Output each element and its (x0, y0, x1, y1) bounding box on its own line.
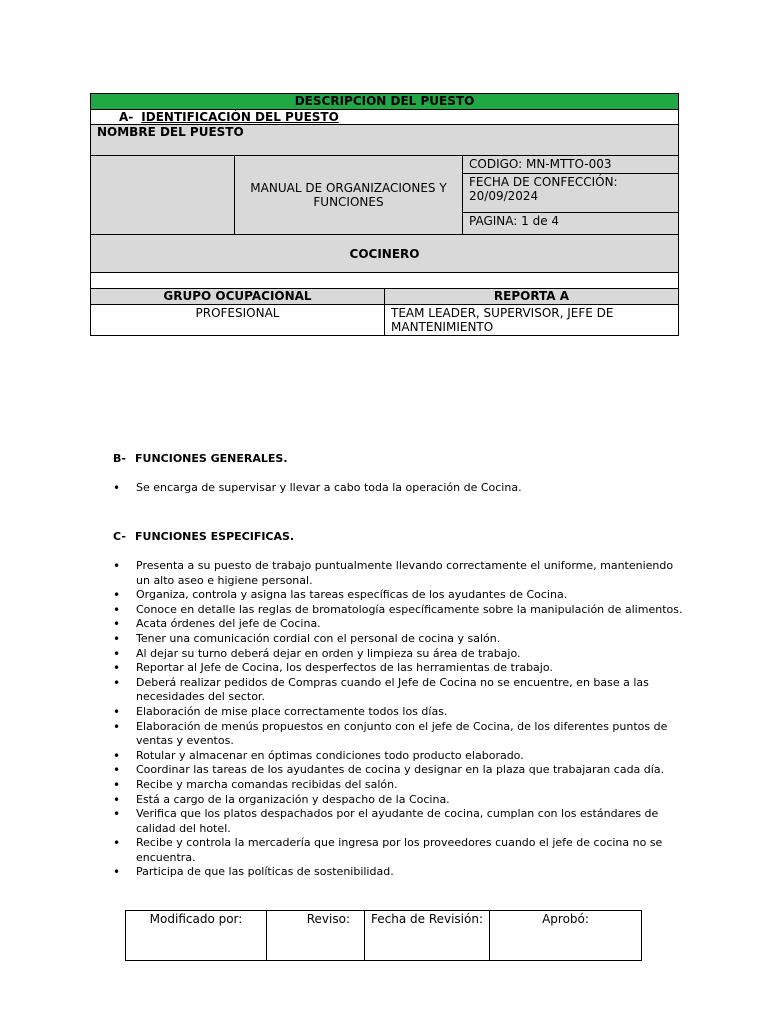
job-description-table (90, 93, 679, 336)
manual-title: MANUAL DE ORGANIZACIONES Y FUNCIONES (235, 156, 463, 235)
list-item: • Deberá realizar pedidos de Compras cuando el Jefe de Cocina no se encuentre, en base a las necesidades del sector. (113, 676, 683, 705)
section-a-heading (91, 110, 679, 125)
section-c-letter: C- (113, 530, 126, 543)
reports-to-value: TEAM LEADER, SUPERVISOR, JEFE DE MANTENIMIENTO (385, 305, 679, 336)
section-a-letter: A- (119, 110, 134, 124)
general-functions-list (113, 481, 683, 496)
list-item: • Reportar al Jefe de Cocina, los desperfectos de las herramientas de trabajo. (113, 661, 683, 676)
list-item: • Al dejar su turno deberá dejar en orden y limpieza su área de trabajo. (113, 647, 683, 662)
table-title: DESCRIPCION DEL PUESTO (91, 94, 679, 110)
occupational-group-label: GRUPO OCUPACIONAL (91, 289, 385, 305)
list-item: • Elaboración de mise place correctamente todos los días. (113, 705, 683, 720)
modified-by-label: Modificado por: (126, 911, 267, 961)
list-item: • Acata órdenes del jefe de Cocina. (113, 617, 683, 632)
list-item: • Verifica que los platos despachados por el ayudante de cocina, cumplan con los estándares de calidad del hotel. (113, 807, 683, 836)
job-name-label: NOMBRE DEL PUESTO (91, 125, 679, 156)
list-item: • Conoce en detalle las reglas de bromatología específicamente sobre la manipulación de alimentos. (113, 603, 683, 618)
list-item: • Elaboración de menús propuestos en conjunto con el jefe de Cocina, de los diferentes puntos de ventas y eventos. (113, 720, 683, 749)
occupational-group-value: PROFESIONAL (91, 305, 385, 336)
job-title: COCINERO (91, 235, 679, 273)
list-item: • Recibe y marcha comandas recibidas del salón. (113, 778, 683, 793)
revision-date-label: Fecha de Revisión: (365, 911, 490, 961)
section-b-letter: B- (113, 452, 126, 465)
section-b-heading (113, 452, 288, 465)
list-item: • Se encarga de supervisar y llevar a cabo toda la operación de Cocina. (113, 481, 683, 496)
creation-date: FECHA DE CONFECCIÓN: 20/09/2024 (463, 174, 679, 213)
approved-label: Aprobó: (490, 911, 642, 961)
logo-cell (91, 156, 235, 235)
list-item: • Participa de que las políticas de sostenibilidad. (113, 865, 683, 880)
list-item: • Tener una comunicación cordial con el personal de cocina y salón. (113, 632, 683, 647)
reports-to-label: REPORTA A (385, 289, 679, 305)
revision-table (125, 910, 642, 961)
list-item: • Organiza, controla y asigna las tareas específicas de los ayudantes de Cocina. (113, 588, 683, 603)
list-item: • Presenta a su puesto de trabajo puntualmente llevando correctamente el uniforme, manteniendo un alto aseo e higiene personal. (113, 559, 683, 588)
list-item: • Coordinar las tareas de los ayudantes de cocina y designar en la plaza que trabajaran cada día. (113, 763, 683, 778)
list-item: • Está a cargo de la organización y despacho de la Cocina. (113, 793, 683, 808)
list-item: • Rotular y almacenar en óptimas condiciones todo producto elaborado. (113, 749, 683, 764)
list-item: • Recibe y controla la mercadería que ingresa por los proveedores cuando el jefe de cocina no se encuentra. (113, 836, 683, 865)
section-c-title: FUNCIONES ESPECIFICAS. (135, 530, 295, 543)
section-b-title: FUNCIONES GENERALES. (135, 452, 288, 465)
section-c-heading (113, 530, 294, 543)
page-number: PAGINA: 1 de 4 (463, 213, 679, 235)
section-a-title: IDENTIFICACIÓN DEL PUESTO (141, 110, 339, 124)
document-code: CODIGO: MN-MTTO-003 (463, 156, 679, 174)
reviewed-label: Reviso: (267, 911, 365, 961)
specific-functions-list (113, 559, 683, 880)
spacer-row (91, 273, 679, 289)
